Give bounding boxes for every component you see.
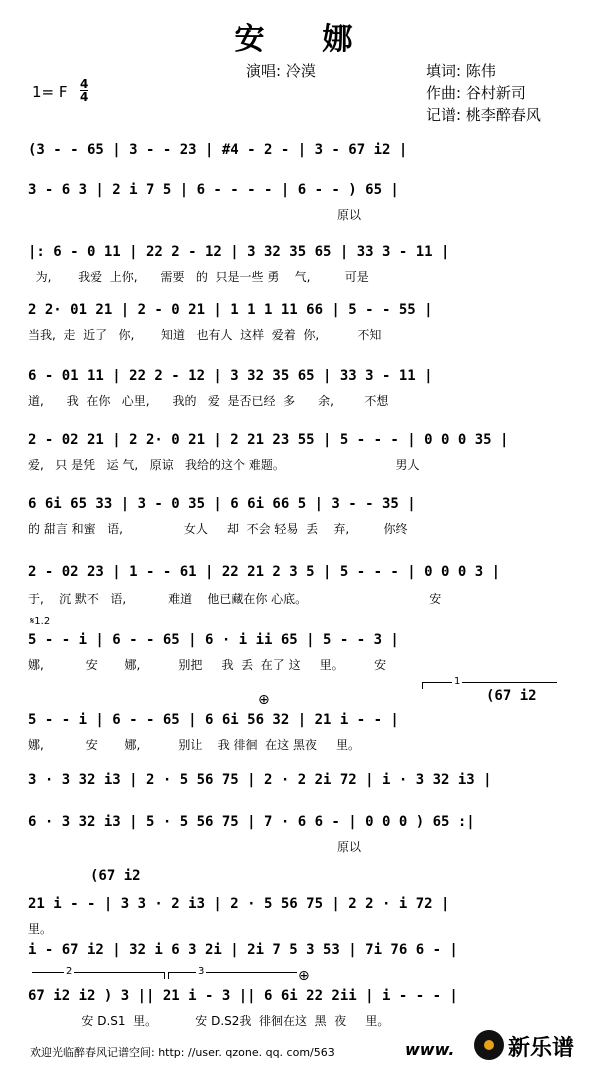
score-line-1-notes: (3 - - 65 | 3 - - 23 | #4 - 2 - | 3 - 67 i2 |: [28, 142, 408, 158]
song-title: 安 娜: [234, 22, 367, 57]
score-line-3-lyrics: 为, 我爱 上你, 需要 的 只是一些 勇 气, 可是: [28, 270, 369, 284]
score-line-13-lyrics: 里。: [28, 922, 53, 936]
score-line-5-notes: 6 - 01 11 | 22 2 - 12 | 3 32 35 65 | 33 3 - 11 |: [28, 368, 433, 384]
score-line-7-notes: 6 6i 65 33 | 3 - 0 35 | 6 6i 66 5 | 3 - - 35 |: [28, 496, 416, 512]
volta-2-bracket: [32, 972, 165, 979]
score-line-10-notes: 5 - - i | 6 - - 65 | 6 6i 56 32 | 21 i - - |: [28, 712, 399, 728]
score-line-12-lyrics: 原以: [28, 840, 361, 854]
score-line-8-notes: 2 - 02 23 | 1 - - 61 | 22 21 2 3 5 | 5 - - - | 0 0 0 3 |: [28, 564, 501, 580]
footer-credit: 欢迎光临醉春风记谱空间: http: //user. qzone. qq. com/563: [30, 1046, 335, 1059]
footer-site[interactable]: www.: [405, 1040, 455, 1059]
time-signature-bottom: 4: [80, 90, 89, 104]
transcriber-credit: 记谱: 桃李醉春风: [426, 106, 541, 124]
logo-disc-icon: [474, 1030, 504, 1060]
score-line-14-notes: i - 67 i2 | 32 i 6 3 2i | 2i 7 5 3 53 | 7i 76 6 - |: [28, 942, 458, 958]
score-line-13-notes: 21 i - - | 3 3 · 2 i3 | 2 · 5 56 75 | 2 2 · i 72 |: [28, 896, 450, 912]
segno-mark: 𝄋1.2: [30, 616, 51, 627]
coda-mark-2: ⊕: [298, 968, 310, 984]
score-line-15-notes: 67 i2 i2 ) 3 || 21 i - 3 || 6 6i 22 2ii | i - - - |: [28, 988, 458, 1004]
logo-text: 新乐谱: [508, 1036, 575, 1061]
score-line-6-lyrics: 爱, 只 是凭 运 气, 原谅 我给的这个 难题。 男人: [28, 458, 420, 472]
score-line-8-lyrics: 于, 沉 默不 语, 难道 他已藏在你 心底。 安: [28, 592, 442, 606]
score-line-3-notes: |: 6 - 0 11 | 22 2 - 12 | 3 32 35 65 | 33 3 - 11 |: [28, 244, 450, 260]
score-line-11-notes: 3 · 3 32 i3 | 2 · 5 56 75 | 2 · 2 2i 72 | i · 3 32 i3 |: [28, 772, 492, 788]
score-line-10-lyrics: 娜, 安 娜, 别让 我 徘徊 在这 黑夜 里。: [28, 738, 361, 752]
key-signature: 1= F: [32, 83, 68, 101]
lyricist-credit: 填词: 陈伟: [426, 62, 496, 80]
time-signature-top: 4: [80, 77, 89, 91]
score-line-7-lyrics: 的 甜言 和蜜 语, 女人 却 不会 轻易 丢 弃, 你终: [28, 522, 408, 536]
singer-credit: 演唱: 冷漠: [246, 62, 316, 80]
score-line-2-notes: 3 - 6 3 | 2 i 7 5 | 6 - - - - | 6 - - ) 65 |: [28, 182, 399, 198]
score-line-4-lyrics: 当我, 走 近了 你, 知道 也有人 这样 爱着 你, 不知: [28, 328, 382, 342]
intro-phrase-top-2: (67 i2: [90, 868, 141, 884]
score-line-9-lyrics: 娜, 安 娜, 别把 我 丢 在了 这 里。 安: [28, 658, 387, 672]
score-line-15-lyrics: 安 D.S1 里。 安 D.S2我 徘徊在这 黑 夜 里。: [28, 1014, 390, 1028]
score-line-6-notes: 2 - 02 21 | 2 2· 0 21 | 2 21 23 55 | 5 - - - | 0 0 0 35 |: [28, 432, 509, 448]
score-line-9-notes: 5 - - i | 6 - - 65 | 6 · i ii 65 | 5 - - 3 |: [28, 632, 399, 648]
volta-1-label: 1: [454, 676, 461, 687]
volta-3-label: 3: [198, 966, 205, 977]
intro-phrase-top: (67 i2: [486, 688, 537, 704]
score-line-5-lyrics: 道, 我 在你 心里, 我的 爱 是否已经 多 余, 不想: [28, 394, 389, 408]
score-line-2-lyrics: 原以: [28, 208, 361, 222]
score-line-12-notes: 6 · 3 32 i3 | 5 · 5 56 75 | 7 · 6 6 - | 0 0 0 ) 65 :|: [28, 814, 475, 830]
volta-2-label: 2: [66, 966, 73, 977]
composer-credit: 作曲: 谷村新司: [426, 84, 526, 102]
coda-mark: ⊕: [258, 692, 270, 708]
time-signature: [80, 78, 88, 103]
score-line-4-notes: 2 2· 01 21 | 2 - 0 21 | 1 1 1 11 66 | 5 - - 55 |: [28, 302, 433, 318]
volta-3-bracket: [168, 972, 297, 979]
